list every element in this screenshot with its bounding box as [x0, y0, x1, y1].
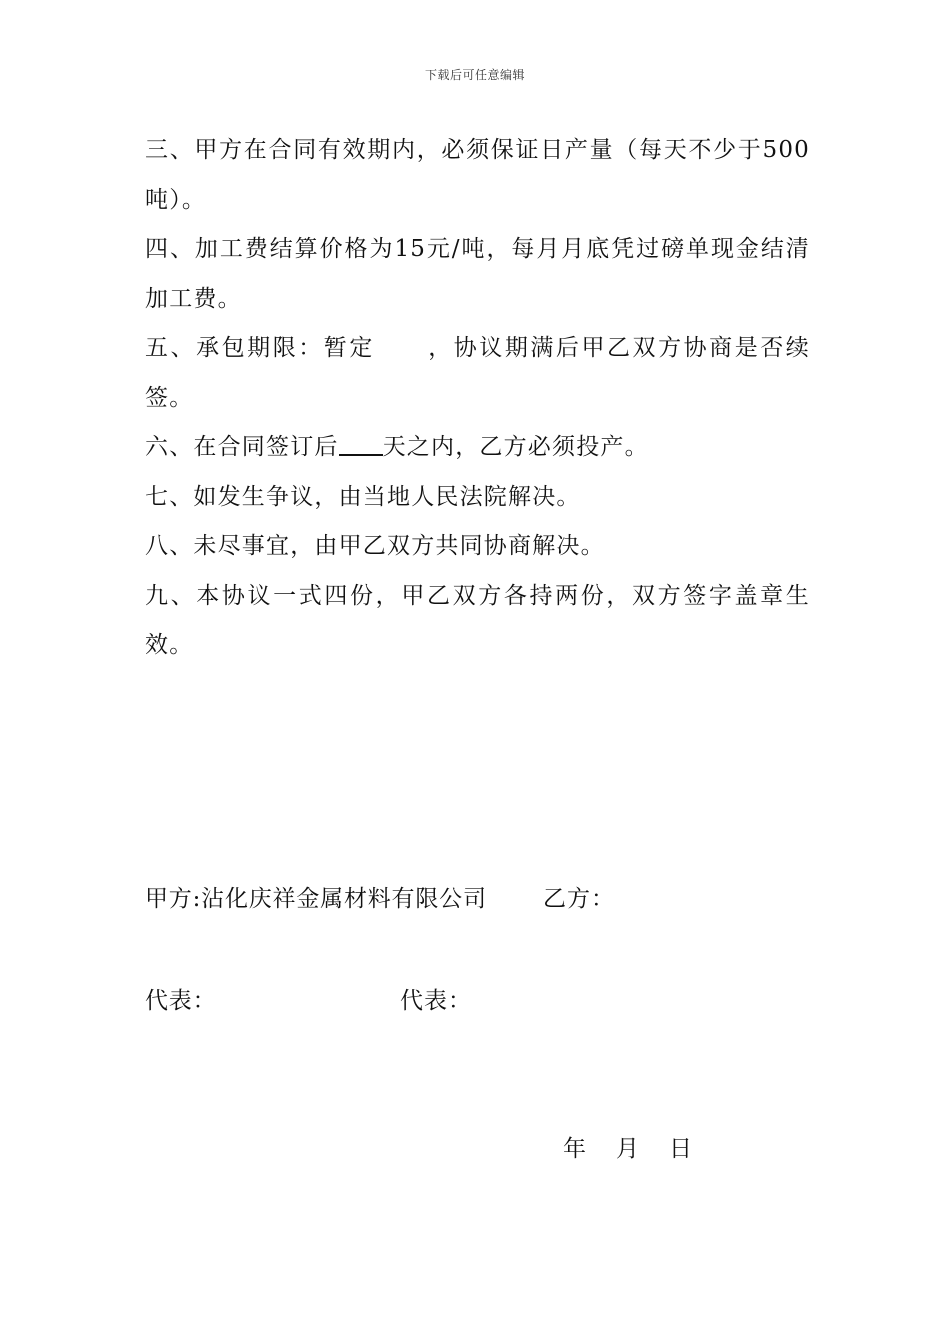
clause-9: 九、本协议一式四份，甲乙双方各持两份，双方签字盖章生效。: [145, 582, 810, 658]
party-a-representative-label: 代表：: [145, 988, 217, 1014]
date-day-label: 日: [669, 1136, 692, 1162]
party-a-label: 甲方:沾化庆祥金属材料有限公司: [145, 886, 487, 912]
clause-3: 三、甲方在合同有效期内，必须保证日产量（每天不少于500吨）。: [145, 137, 810, 213]
clause-6-part-2: 天之内，乙方必须投产。: [382, 434, 649, 460]
party-b-representative-label: 代表：: [400, 988, 472, 1014]
clause-5-part-2: ，协议期满后甲乙双方协商是否续签。: [145, 335, 810, 411]
clause-5-part-1: 五、承包期限：暂定: [145, 335, 375, 361]
party-b-label: 乙方：: [543, 886, 615, 912]
date-month-label: 月: [616, 1136, 639, 1162]
clause-7: 七、如发生争议，由当地人民法院解决。: [145, 483, 581, 510]
contract-body: [145, 126, 810, 671]
clause-8: 八、未尽事宜，由甲乙双方共同协商解决。: [145, 533, 605, 559]
clause-6: [145, 423, 810, 473]
clause-4: 四、加工费结算价格为15元/吨，每月月底凭过磅单现金结清加工费。: [145, 236, 810, 312]
clause-6-part-1: 六、在合同签订后: [145, 434, 339, 460]
clause-5: [145, 324, 810, 423]
days-blank-underline: [339, 432, 383, 456]
date-year-label: 年: [563, 1136, 586, 1162]
header-note: 下载后可任意编辑: [424, 68, 525, 82]
signing-date: [563, 1130, 692, 1163]
